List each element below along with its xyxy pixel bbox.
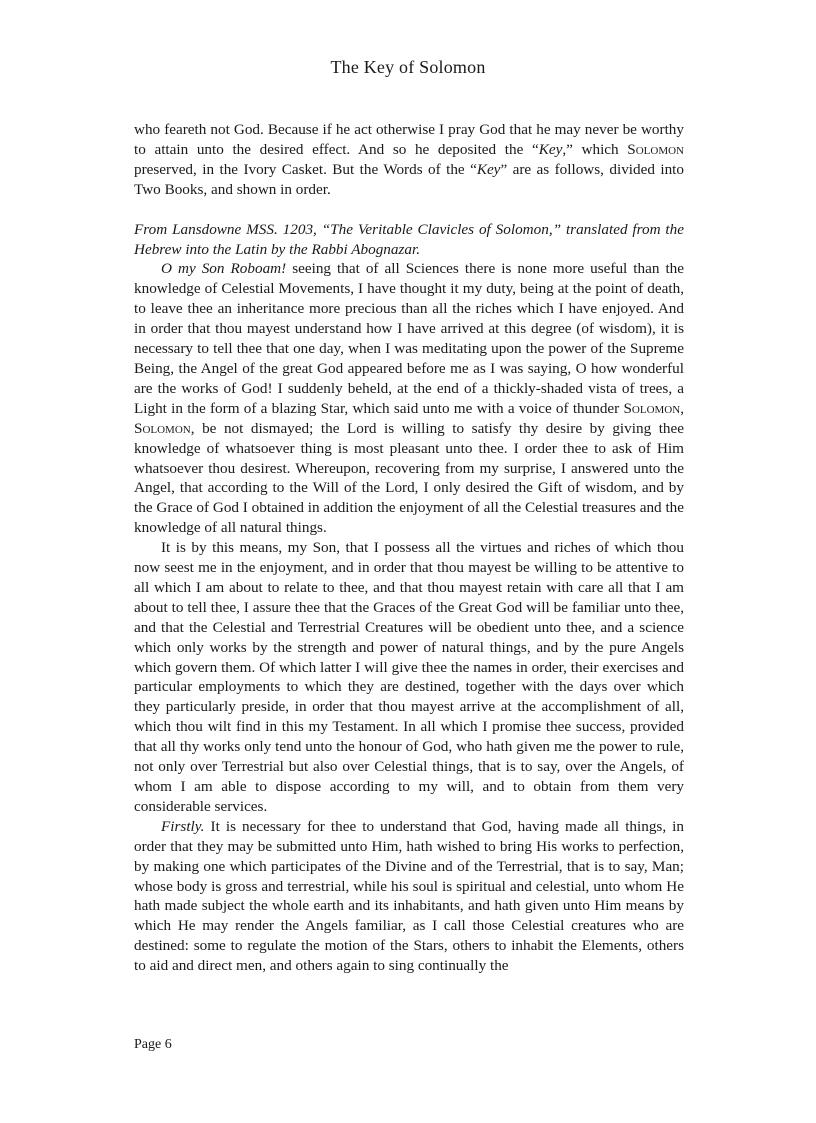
page-number: Page 6 — [134, 1037, 172, 1052]
paragraph-virtues-and-riches: It is by this means, my Son, that I possess all the virtues and riches of which thou now seest me in the enjoyment, and in order that thou mayest be willing to be attentive to all which I am about to relate to thee, and that thou mayest retain with care all that I am about to tell thee, I assure thee that the Graces of the Great God will be familiar unto thee, and that the Celestial and Terrestrial Creatures will be obedient unto thee, and a science which only works by the strength and power of natural things, and by the pure Angels which govern them. Of which latter I will give thee the names in order, their exercises and particular employments to which they are destined, together with the days over which they particularly preside, in order that thou mayest arrive at the accomplishment of all, which thou wilt find in this my Testament. In all which I promise thee success, provided that all thy works only tend unto the honour of God, who hath given me the power to rule, not only over Terrestrial but also over Celestial things, that is to say, over the Angels, of whom I am able to dispose according to my will, and to obtain from them very considerable services. — [134, 539, 684, 815]
paragraph-deposit-of-key: who feareth not God. Because if he act otherwise I pray God that he may never be worthy to attain unto the desired effect. And so he deposited the “Key,” which Solomon preserved, in the Ivory Casket. But the Words of the “Key” are as follows, divided into Two Books, and shown in order. — [134, 121, 685, 198]
paragraph-firstly: Firstly. It is necessary for thee to understand that God, having made all things, in order that they may be submitted unto Him, hath wished to bring His works to perfection, by making one which participates of the Divine and of the Terrestrial, that is to say, Man; whose body is gross and terrestrial, while his soul is spiritual and celestial, unto whom He hath made subject the whole earth and its inhabitants, and hath given unto Him means by which He may render the Angels familiar, as I call those Celestial creatures who are destined: some to regulate the motion of the Stars, others to inhabit the Elements, others to aid and direct men, and others again to sing continually the — [134, 817, 684, 975]
running-head: The Key of Solomon — [330, 57, 486, 77]
small-caps-solomon: Solomon — [623, 399, 681, 417]
source-note: From Lansdowne MSS. 1203, “The Veritable Clavicles of Solomon,” translated from the Hebrew into the Latin by the Rabbi Abognazar. — [134, 220, 684, 258]
small-caps-solomon: Solomon — [134, 419, 191, 437]
paragraph-address-to-roboam: O my Son Roboam! seeing that of all Sciences there is none more useful than the knowledge of Celestial Movements, I have thought it my duty, being at the point of death, to leave thee an inheritance more precious than all the riches which I have enjoyed. And in order that thou mayest understand how I have arrived at this degree (of wisdom), it is necessary to tell thee that one day, when I was meditating upon the power of the Supreme Being, the Angel of the great God appeared before me as I was saying, O how wonderful are the works of God! I suddenly beheld, at the end of a thickly-shaded vista of trees, a Light in the form of a blazing Star, which said unto me with a voice of thunder Solomon, Solomon, be not dismayed; the Lord is willing to satisfy thy desire by giving thee knowledge of whatsoever thing is most pleasant unto thee. I order thee to ask of Him whatsoever thou desirest. Whereupon, recovering from my surprise, I answered unto the Angel, that according to the Will of the Lord, I only desired the Gift of wisdom, and by the Grace of God I obtained in addition the enjoyment of all the Celestial treasures and the knowledge of all natural things. — [134, 260, 684, 537]
small-caps-solomon: Solomon — [627, 140, 685, 158]
page-body — [134, 120, 684, 976]
